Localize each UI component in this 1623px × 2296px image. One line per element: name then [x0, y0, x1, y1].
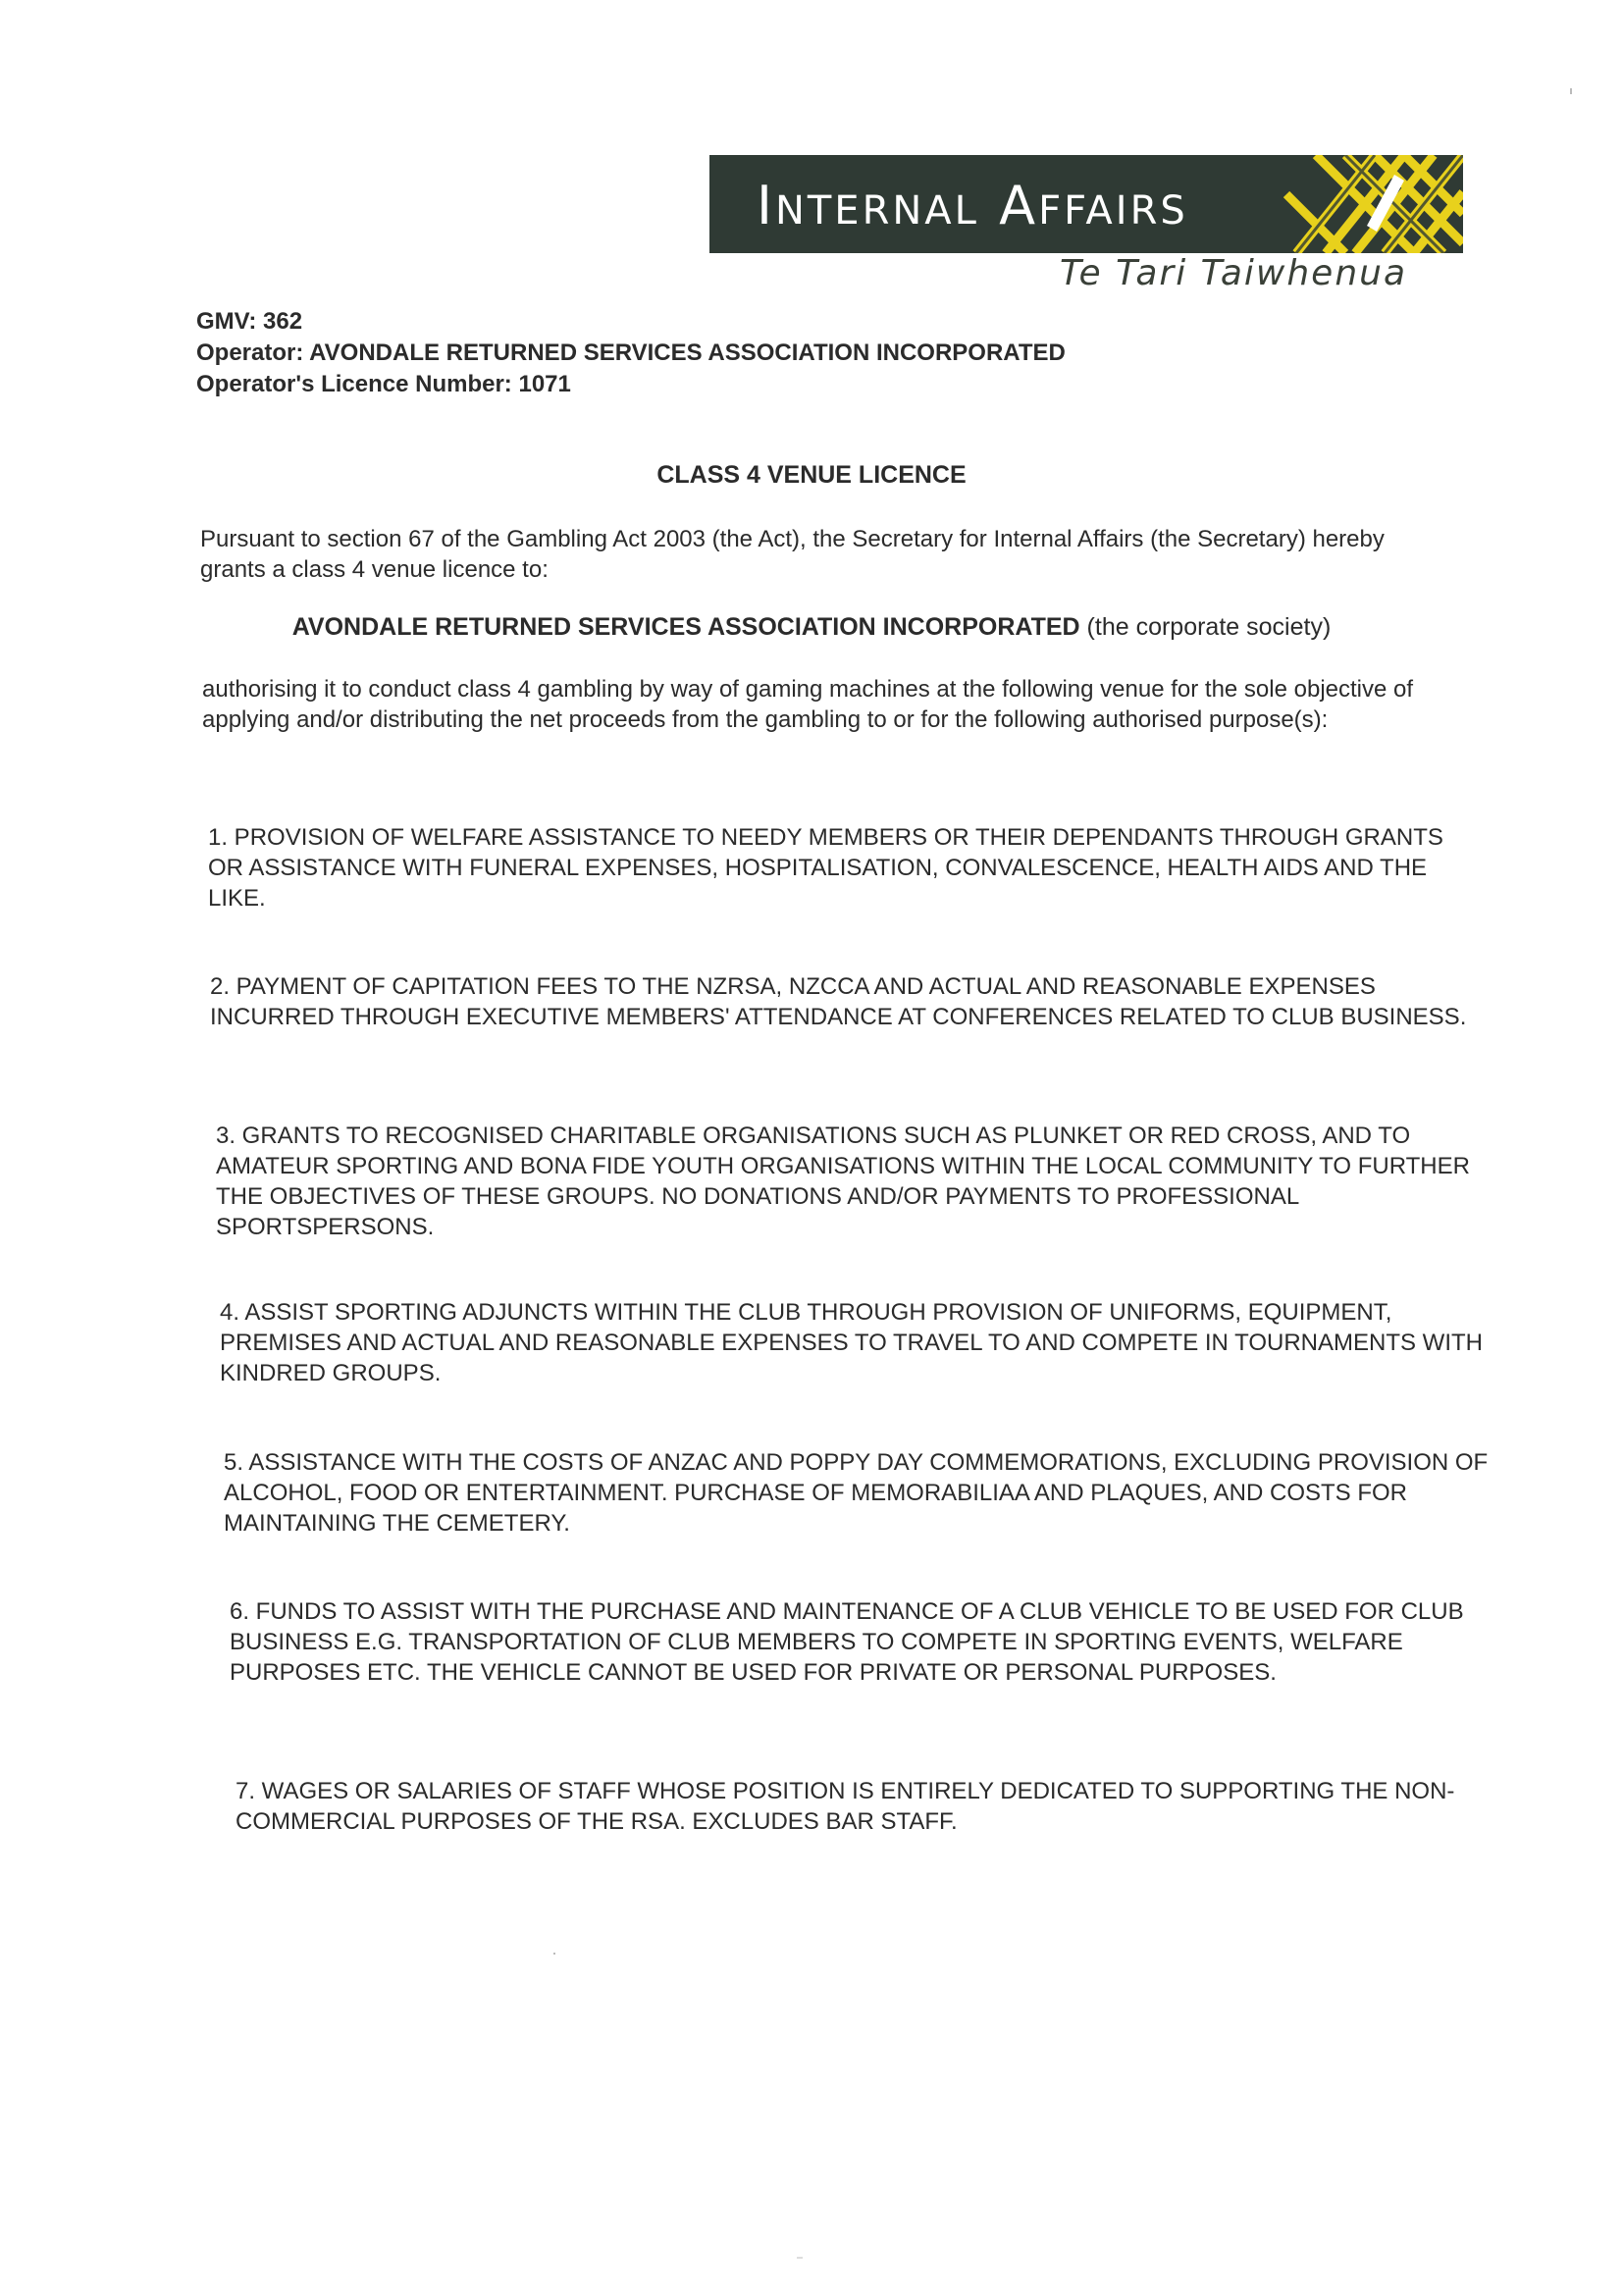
authorisation-paragraph: authorising it to conduct class 4 gambling by way of gaming machines at the following venue for the sole objective of applying and/or distributing the net proceeds from the gambling to or for the following authorised purpose(s):	[202, 676, 1414, 733]
purpose-item: 7. WAGES OR SALARIES OF STAFF WHOSE POSITION IS ENTIRELY DEDICATED TO SUPPORTING THE NON-COMMERCIAL PURPOSES OF THE RSA. EXCLUDES BAR STAFF.	[236, 1778, 1455, 1835]
operator-licence-number: Operator's Licence Number: 1071	[196, 371, 571, 397]
scan-speck	[797, 2257, 803, 2259]
logo-subtitle: Te Tari Taiwhenua	[1060, 253, 1408, 293]
grantee-name: AVONDALE RETURNED SERVICES ASSOCIATION INCORPORATED	[291, 613, 1080, 641]
licence-header	[196, 306, 1066, 400]
logo-wordmark: INTERNAL AFFAIRS	[757, 175, 1188, 236]
purpose-item: 5. ASSISTANCE WITH THE COSTS OF ANZAC AND POPPY DAY COMMEMORATIONS, EXCLUDING PROVISION OF ALCOHOL, FOOD OR ENTERTAINMENT. PURCHASE OF MEMORABILIAA AND PLAQUES, AND COSTS FOR MAINTAINING THE CEMETERY.	[224, 1449, 1489, 1537]
purpose-item: 6. FUNDS TO ASSIST WITH THE PURCHASE AND MAINTENANCE OF A CLUB VEHICLE TO BE USED FOR CLUB BUSINESS E.G. TRANSPORTATION OF CLUB MEMBERS TO COMPETE IN SPORTING EVENTS, WELFARE PURPOSES ETC. THE VEHICLE CANNOT BE USED FOR PRIVATE OR PERSONAL PURPOSES.	[230, 1598, 1464, 1686]
purpose-item: 2. PAYMENT OF CAPITATION FEES TO THE NZRSA, NZCCA AND ACTUAL AND REASONABLE EXPENSES INCURRED THROUGH EXECUTIVE MEMBERS' ATTENDANCE AT CONFERENCES RELATED TO CLUB BUSINESS.	[210, 973, 1467, 1030]
purpose-item: 3. GRANTS TO RECOGNISED CHARITABLE ORGANISATIONS SUCH AS PLUNKET OR RED CROSS, AND TO AMATEUR SPORTING AND BONA FIDE YOUTH ORGANISATIONS WITHIN THE LOCAL COMMUNITY TO FURTHER THE OBJECTIVES OF THESE GROUPS. NO DONATIONS AND/OR PAYMENTS TO PROFESSIONAL SPORTSPERSONS.	[216, 1122, 1470, 1240]
page-title: CLASS 4 VENUE LICENCE	[656, 461, 967, 489]
purpose-item: 4. ASSIST SPORTING ADJUNCTS WITHIN THE CLUB THROUGH PROVISION OF UNIFORMS, EQUIPMENT, PREMISES AND ACTUAL AND REASONABLE EXPENSES TO TRAVEL TO AND COMPETE IN TOURNAMENTS WITH KINDRED GROUPS.	[220, 1299, 1483, 1386]
scan-speck	[553, 1953, 555, 1955]
scan-speck	[1570, 88, 1572, 94]
woven-pattern-icon	[1277, 155, 1463, 253]
internal-affairs-logo	[709, 155, 1463, 253]
operator-name: Operator: AVONDALE RETURNED SERVICES ASSOCIATION INCORPORATED	[196, 339, 1066, 366]
grantee-line	[0, 613, 1623, 642]
purpose-item: 1. PROVISION OF WELFARE ASSISTANCE TO NEEDY MEMBERS OR THEIR DEPENDANTS THROUGH GRANTS OR ASSISTANCE WITH FUNERAL EXPENSES, HOSPITALISATION, CONVALESCENCE, HEALTH AIDS AND THE LIKE.	[208, 824, 1443, 912]
gmv-number: GMV: 362	[196, 308, 303, 335]
grantee-suffix: (the corporate society)	[1086, 613, 1332, 641]
intro-paragraph: Pursuant to section 67 of the Gambling Act 2003 (the Act), the Secretary for Internal Affairs (the Secretary) hereby grants a class 4 venue licence to:	[200, 526, 1385, 583]
